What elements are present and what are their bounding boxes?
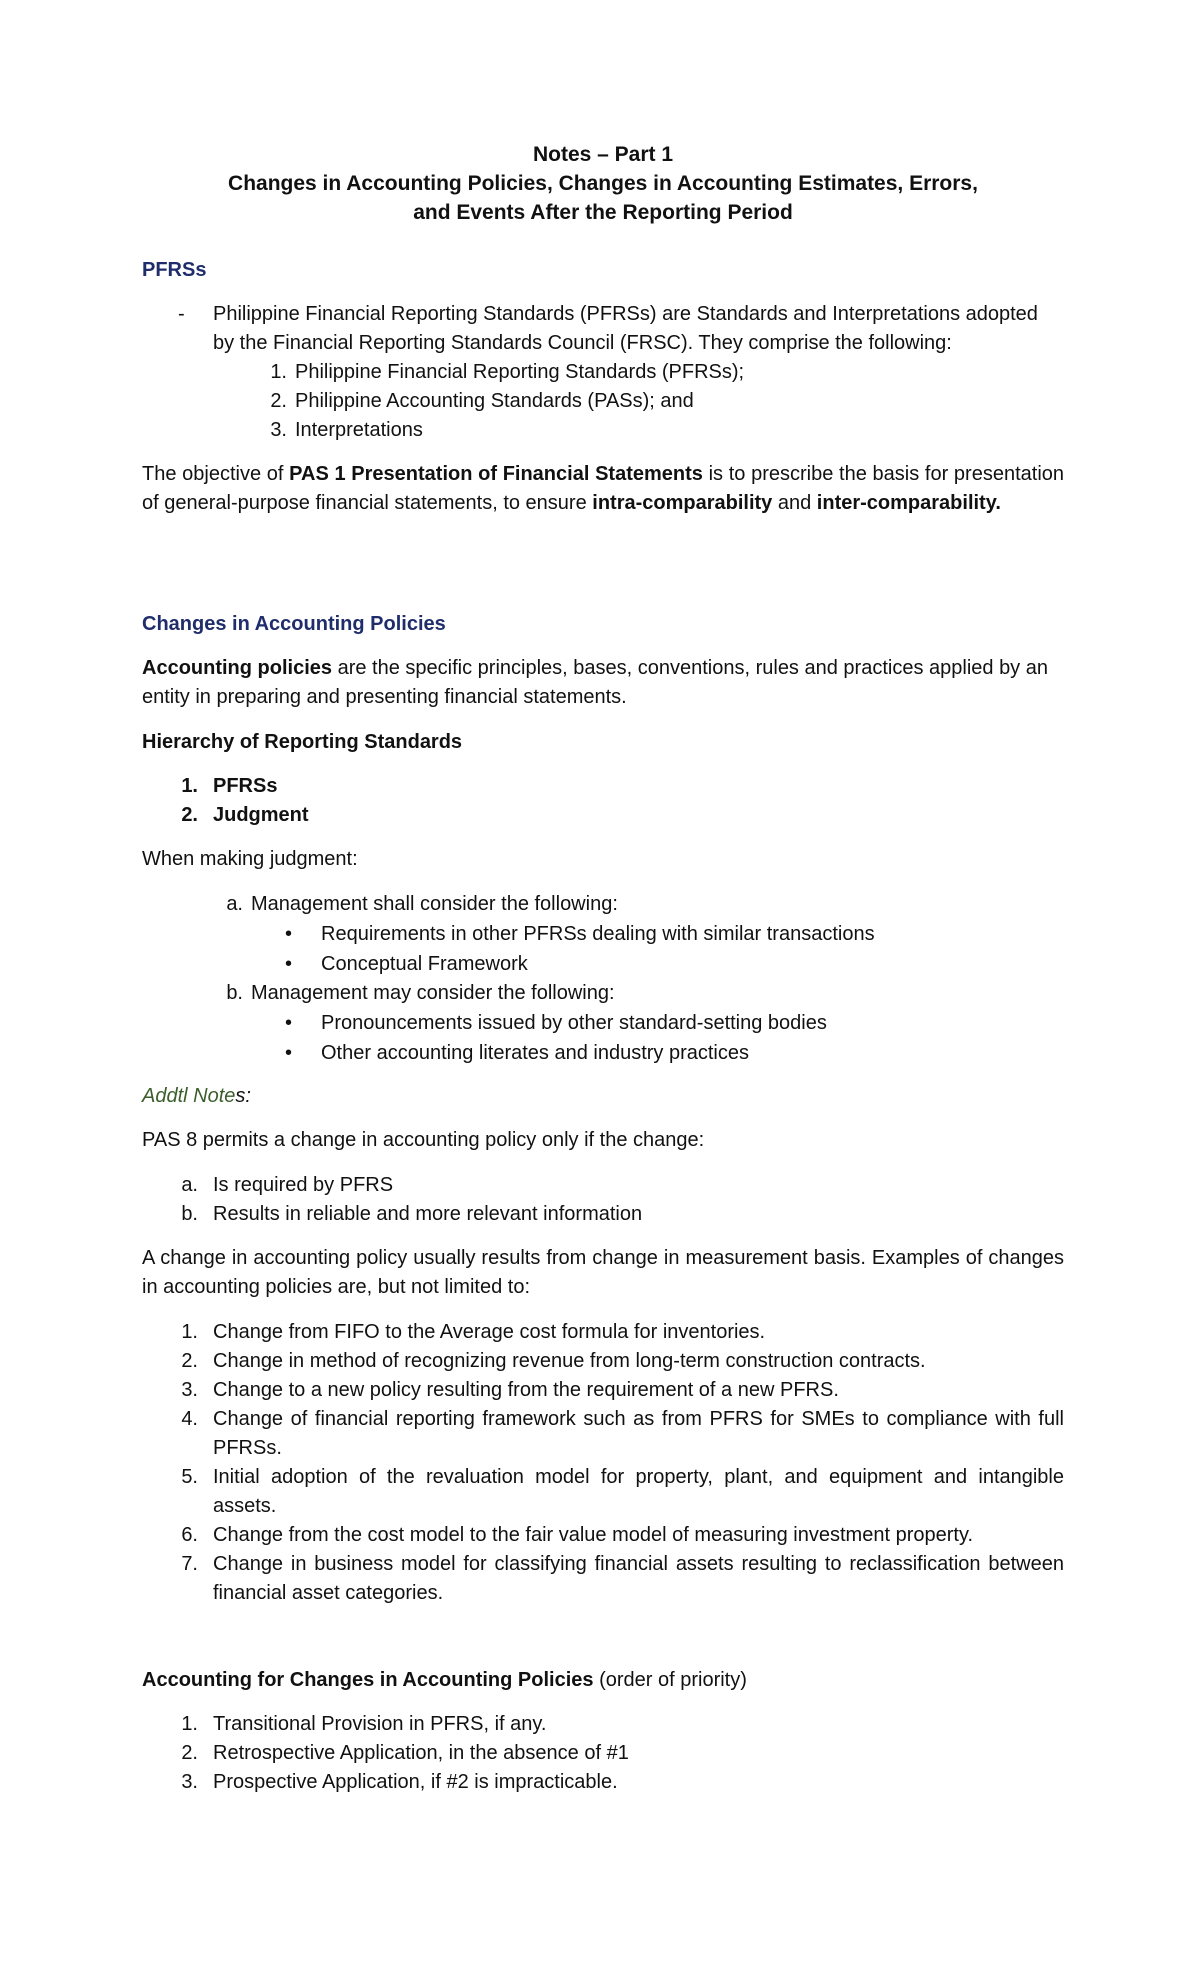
document-page: Notes – Part 1 Changes in Accounting Policies, Changes in Accounting Estimates, Errors, and Events After the Reporting Period PFRSs - Philippine Financial Reporting Standards (PFRSs) are Standards and Interpretations adopted by the Financial Reporting Standards Council (FRSC). They comprise the following: 1. Philippine Financial Reporting Standards (PFRSs); 2. Philippine Accounting Standards (PASs); and 3. Interpretations The objective of PAS 1 Presentation of Financial Statements is to prescribe the basis for presentation of general-purpose financial statements, to ensure intra-comparability and inter-comparability. Changes in Accounting Policies Accounting policies are the specific principles, bases, conventions, rules and practices applied by an entity in preparing and presenting financial statements. Hierarchy of Reporting Standards 1. PFRSs 2. Judgment When making judgment: a. Management shall consider the following: • Requirements in other PFRSs dealing with similar transactions • Conceptual Framework b. Management may consider the following: • Pronouncements issued by other standard-setting bodies • Other accounting literates and industry practices Addtl Notes: PAS 8 permits a change in accounting policy only if the change: a. Is required by PFRS b. Results in reliable and more relevant information A change in accounting policy usually results from change in measurement basis. Examples of changes in accounting policies are, but not limited to: 1. Change from FIFO to the Average cost formula for inventories. 2. Change in method of recognizing revenue from long-term construction contracts. 3. Change to a new policy resulting from the requirement of a new PFRS. 4. Change of financial reporting framework such as from PFRS for SMEs to compliance with full PFRSs. 5. Initial adoption of the revaluation model for property, plant, and equipment and intangible assets. 6. Change from the cost model to the fair value model of measuring investment property. 7. Change in business model for classifying financial assets resulting to reclassification between financial asset categories. Accounting for Changes in Accounting Policies (order of priority) 1. Transitional Provision in PFRS, if any. 2. Retrospective Application, in the absence of #1 3. Prospective Application, if #2 is impracticable. bbox=[0, 0, 1200, 1976]
pfrss-intro-line-2: by the Financial Reporting Standards Council (FRSC). They comprise the following: bbox=[213, 332, 952, 354]
objective-paragraph: The objective of PAS 1 Presentation of Financial Statements is to prescribe the basis for presentation of general-purpose financial statements, to ensure intra-comparability and inter-comparability. bbox=[142, 463, 1065, 514]
title-line-3: and Events After the Reporting Period bbox=[413, 201, 793, 224]
page-title bbox=[142, 140, 1064, 227]
pas8-paragraph: PAS 8 permits a change in accounting policy only if the change: bbox=[142, 1129, 705, 1151]
title-line-2: Changes in Accounting Policies, Changes in Accounting Estimates, Errors, bbox=[228, 172, 978, 195]
hierarchy-heading: Hierarchy of Reporting Standards bbox=[142, 731, 463, 753]
policy-definition: Accounting policies are the specific principles, bases, conventions, rules and practices applied by an entity in preparing and presenting financial statements. bbox=[142, 657, 1048, 708]
pfrss-heading: PFRSs bbox=[142, 259, 207, 281]
pfrss-intro-line-1: Philippine Financial Reporting Standards (PFRSs) are Standards and Interpretations adopted bbox=[213, 303, 1038, 325]
addtl-notes-label: Addtl Notes: bbox=[142, 1085, 251, 1107]
accounting-heading: Accounting for Changes in Accounting Policies (order of priority) bbox=[142, 1669, 747, 1691]
changes-heading: Changes in Accounting Policies bbox=[142, 613, 446, 635]
title-line-1: Notes – Part 1 bbox=[532, 143, 674, 166]
pfrss-intro bbox=[142, 300, 1064, 360]
when-judgment: When making judgment: bbox=[142, 848, 358, 870]
dash-marker: - bbox=[178, 303, 185, 325]
examples-intro: A change in accounting policy usually results from change in measurement basis. Examples of changes in accounting policies are, but not limited to: bbox=[142, 1247, 1064, 1298]
